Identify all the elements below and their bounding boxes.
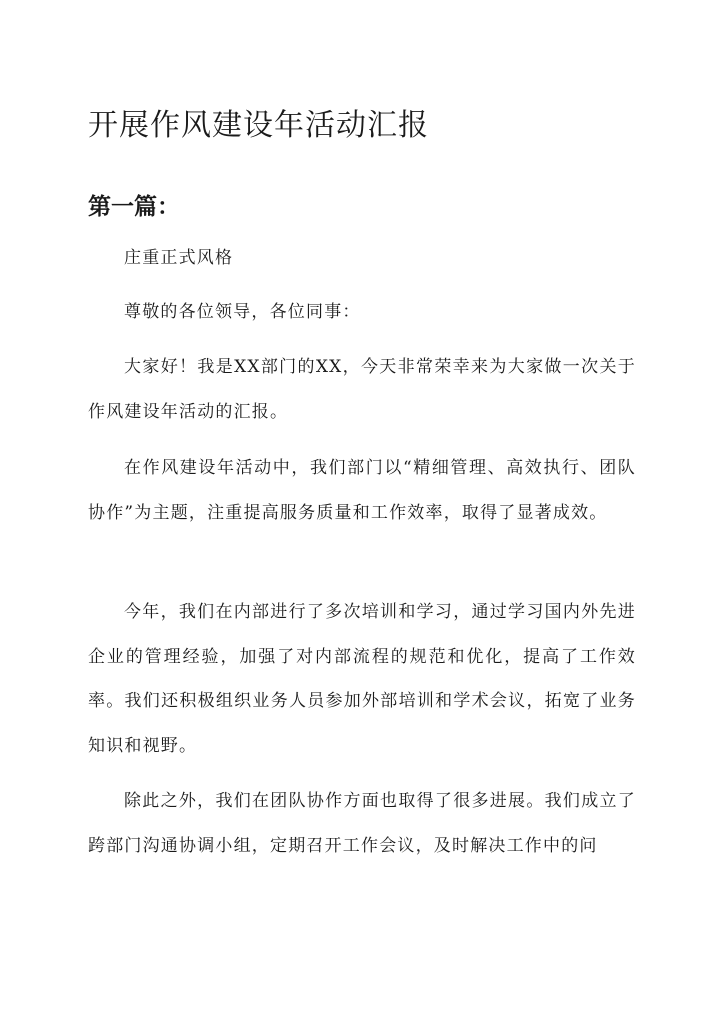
section-heading: 第一篇： — [88, 193, 180, 221]
paragraph-teamwork: 除此之外，我们在团队协作方面也取得了很多进展。我们成立了跨部门沟通协调小组，定期召开工作会议，及时解决工作中的问 — [88, 791, 636, 856]
paragraph-training: 今年，我们在内部进行了多次培训和学习，通过学习国内外先进企业的管理经验，加强了对内部流程的规范和优化，提高了工作效率。我们还积极组织业务人员参加外部培训和学术会议，拓宽了业务知识和视野。 — [88, 602, 636, 756]
paragraph-greeting: 大家好！我是XX部门的XX，今天非常荣幸来为大家做一次关于作风建设年活动的汇报。 — [88, 357, 636, 422]
paragraph-salutation: 尊敬的各位领导，各位同事： — [124, 302, 361, 322]
paragraph-theme: 在作风建设年活动中，我们部门以“精细管理、高效执行、团队协作”为主题，注重提高服务质量和工作效率，取得了显著成效。 — [88, 458, 636, 523]
document-title: 开展作风建设年活动汇报 — [88, 108, 429, 144]
paragraph-style-note: 庄重正式风格 — [124, 248, 234, 268]
